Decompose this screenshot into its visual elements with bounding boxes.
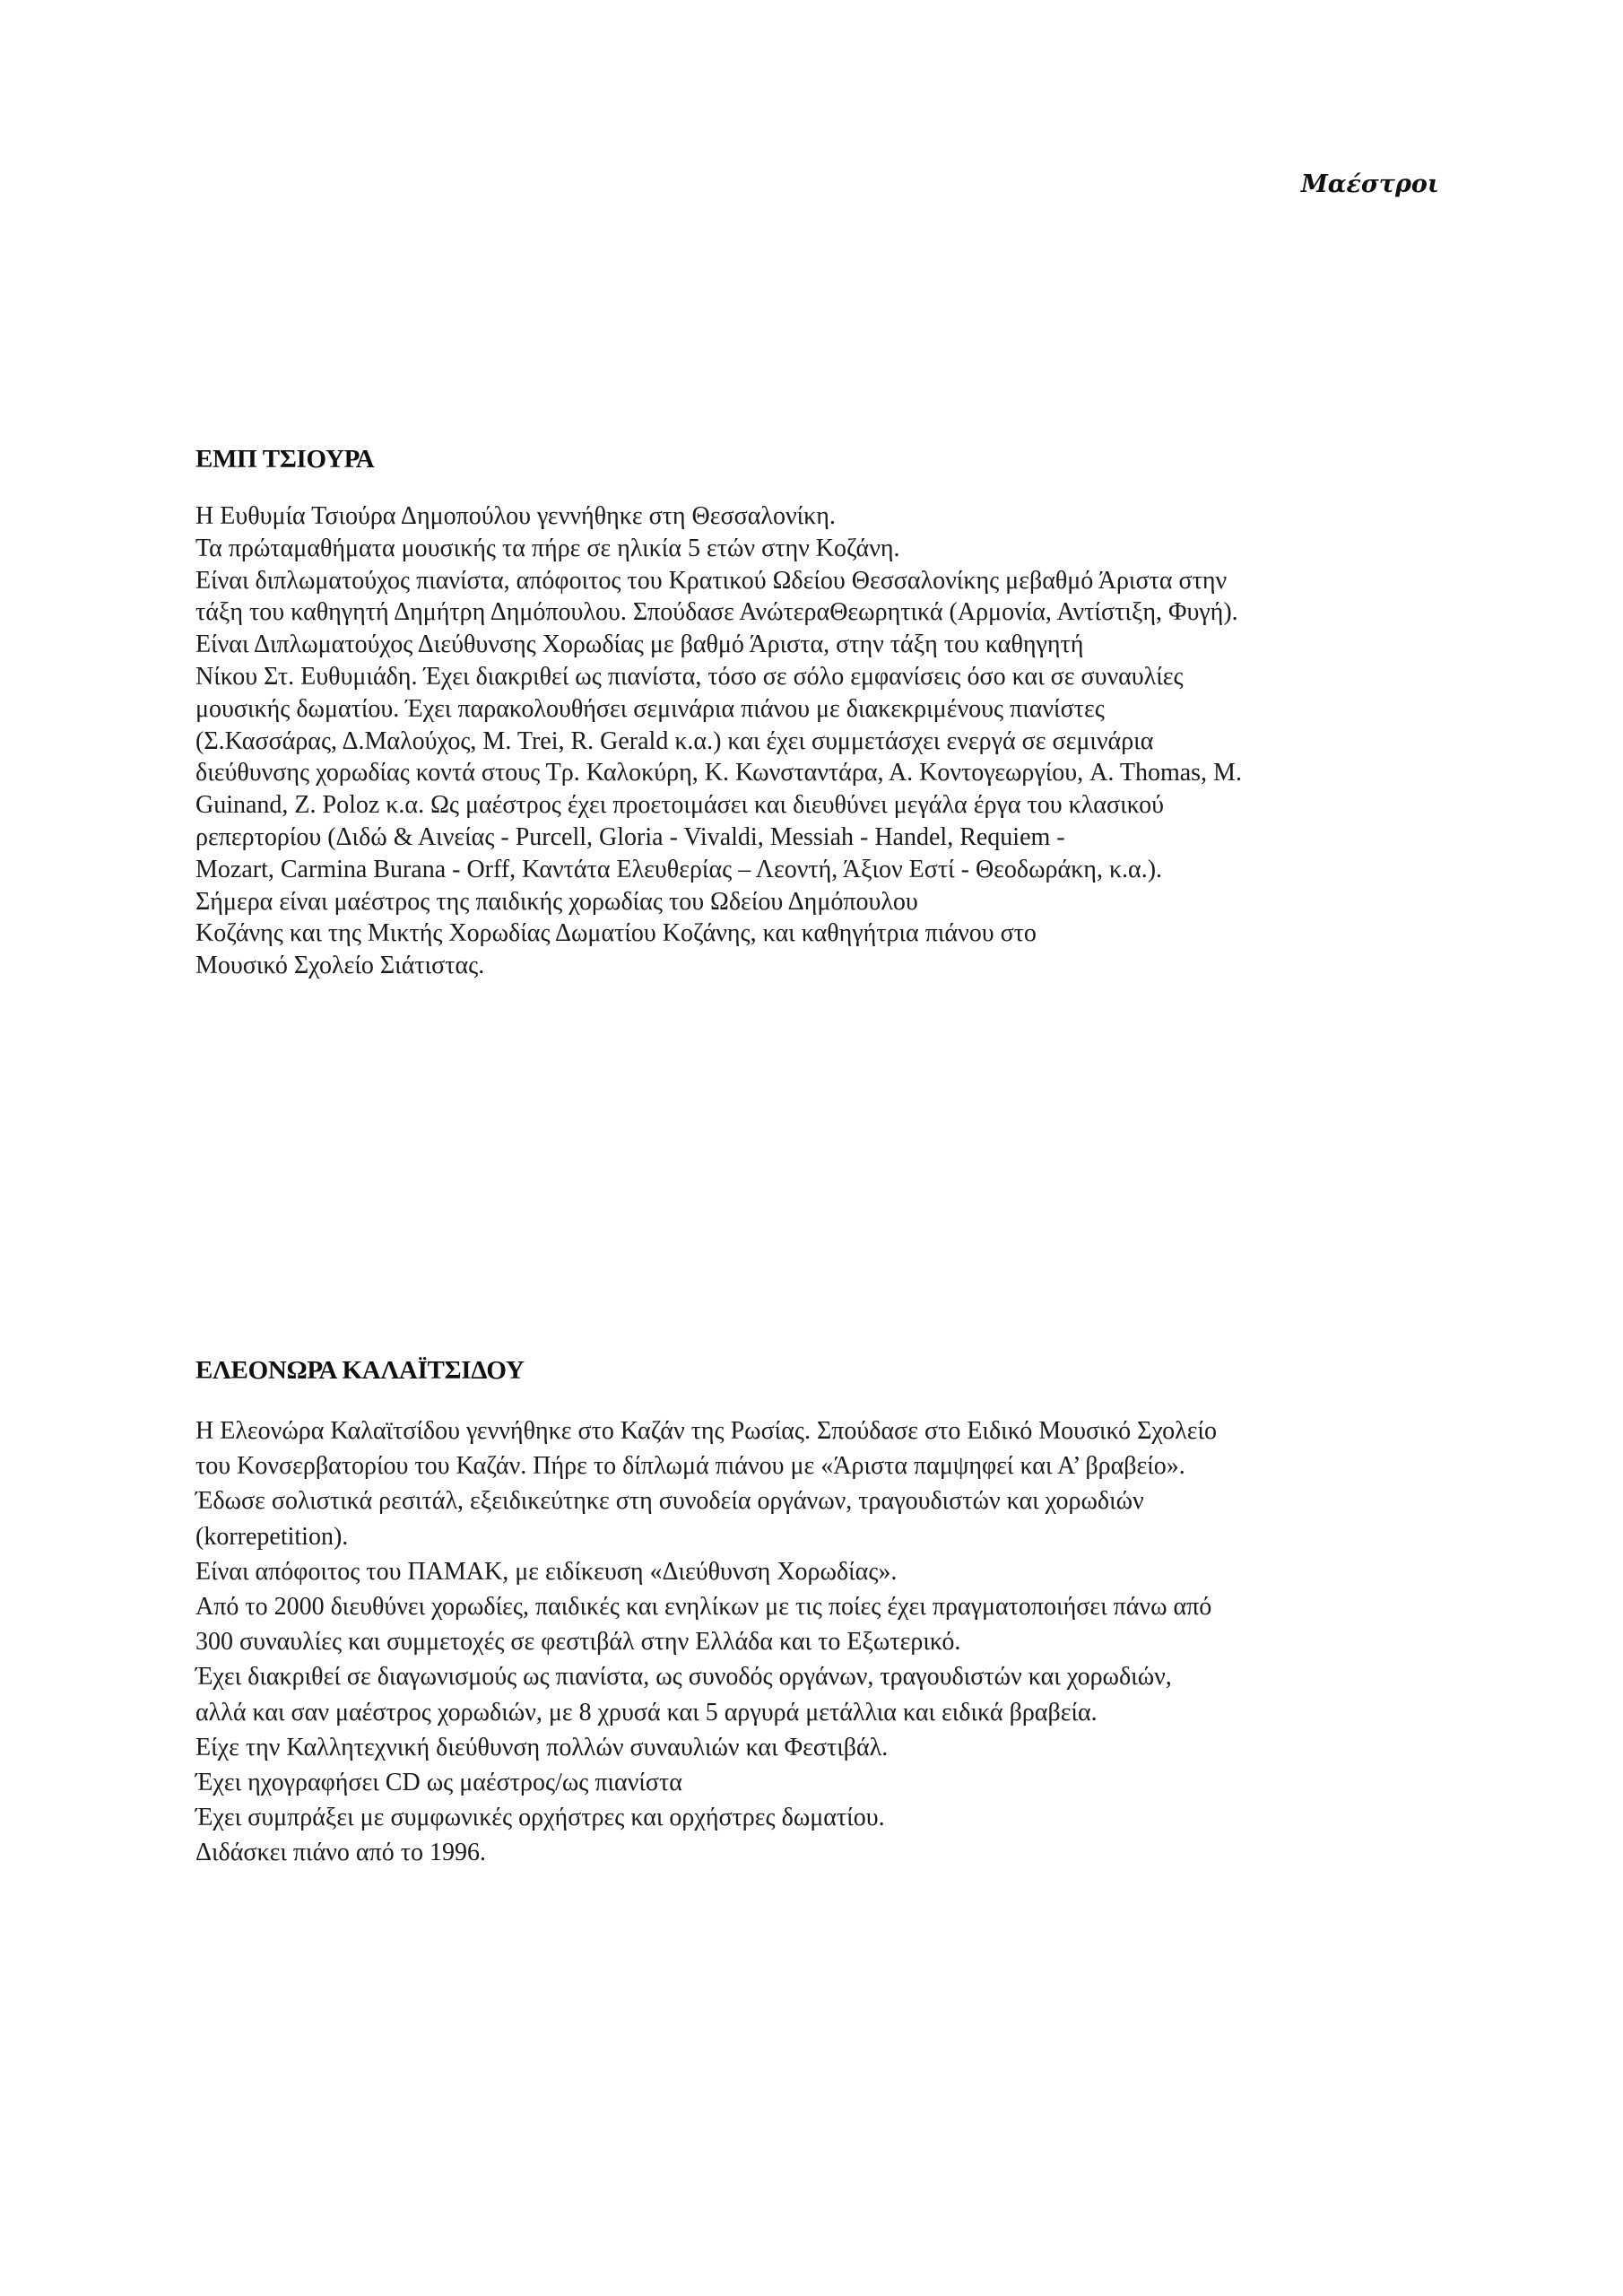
bio-line: του Κονσερβατορίου του Καζάν. Πήρε το δίπλωμά πιάνου με «Άριστα παμψηφεί και Α’ βραβείο».	[195, 1452, 1185, 1481]
bio-line: Διδάσκει πιάνο από το 1996.	[195, 1839, 486, 1867]
bio-line: Νίκου Στ. Ευθυμιάδη. Έχει διακριθεί ως πιανίστα, τόσο σε σόλο εμφανίσεις όσο και σε συναυλίες	[195, 662, 1184, 691]
bio-line: Από το 2000 διευθύνει χορωδίες, παιδικές και ενηλίκων με τις ποίες έχει πραγματοποιήσει πάνω από	[195, 1593, 1212, 1622]
section-title: ΕΜΠ ΤΣΙΟΥΡΑ	[195, 445, 375, 474]
bio-line: Η Ελεονώρα Καλαϊτσίδου γεννήθηκε στο Καζάν της Ρωσίας. Σπούδασε στο Ειδικό Μουσικό Σχολείο	[195, 1417, 1218, 1445]
bio-line: Κοζάνης και της Μικτής Χορωδίας Δωματίου Κοζάνης, και καθηγήτρια πιάνου στο	[195, 919, 1037, 948]
bio-line: Έδωσε σολιστικά ρεσιτάλ, εξειδικεύτηκε στη συνοδεία οργάνων, τραγουδιστών και χορωδιών	[195, 1487, 1144, 1516]
bio-line: (korrepetition).	[195, 1522, 349, 1551]
bio-section-kalaitsidou	[195, 1352, 1451, 1871]
bio-line: Έχει συμπράξει με συμφωνικές ορχήστρες και ορχήστρες δωματίου.	[195, 1804, 885, 1832]
bio-line: 300 συναυλίες και συμμετοχές σε φεστιβάλ στην Ελλάδα και το Εξωτερικό.	[195, 1628, 961, 1657]
bio-line: μουσικής δωματίου. Έχει παρακολουθήσει σεμινάρια πιάνου με διακεκριμένους πιανίστες	[195, 694, 1105, 723]
bio-line: διεύθυνσης χορωδίας κοντά στους Τρ. Καλοκύρη, Κ. Κωνσταντάρα, Α. Κοντογεωργίου, A. Thomas, M.	[195, 759, 1242, 787]
bio-line: Σήμερα είναι μαέστρος της παιδικής χορωδίας του Ωδείου Δημόπουλου	[195, 887, 918, 916]
bio-line: αλλά και σαν μαέστρος χορωδιών, με 8 χρυσά και 5 αργυρά μετάλλια και ειδικά βραβεία.	[195, 1698, 1098, 1726]
bio-line: Είχε την Καλλητεχνική διεύθυνση πολλών συναυλιών και Φεστιβάλ.	[195, 1733, 889, 1761]
bio-line: Είναι απόφοιτος του ΠΑΜΑΚ, με ειδίκευση «Διεύθυνση Χορωδίας».	[195, 1557, 898, 1586]
bio-line: Έχει διακριθεί σε διαγωνισμούς ως πιανίστα, ως συνοδός οργάνων, τραγουδιστών και χορωδιών,	[195, 1663, 1172, 1692]
bio-line: Έχει ηχογραφήσει CD ως μαέστρος/ως πιανίστα	[195, 1769, 682, 1797]
bio-line: Guinand, Z. Poloz κ.α. Ως μαέστρος έχει προετοιμάσει και διευθύνει μεγάλα έργα του κλασικού	[195, 791, 1164, 820]
bio-line: Η Ευθυμία Τσιούρα Δημοπούλου γεννήθηκε στη Θεσσαλονίκη.	[195, 502, 836, 530]
bio-line: Είναι Διπλωματούχος Διεύθυνσης Χορωδίας με βαθμό Άριστα, στην τάξη του καθηγητή	[195, 631, 1084, 659]
bio-section-tsioura	[195, 441, 1451, 982]
bio-line: Mozart, Carmina Burana - Orff, Καντάτα Ελευθερίας – Λεοντή, Άξιον Εστί - Θεοδωράκη, κ.α.).	[195, 855, 1163, 883]
bio-line: (Σ.Κασσάρας, Δ.Μαλούχος, M. Trei, R. Gerald κ.α.) και έχει συμμετάσχει ενεργά σε σεμινάρια	[195, 726, 1154, 755]
running-header-title: Μαέστροι	[1300, 170, 1439, 198]
bio-line: Μουσικό Σχολείο Σιάτιστας.	[195, 952, 485, 980]
bio-line: τάξη του καθηγητή Δημήτρη Δημόπουλου. Σπούδασε ΑνώτεραΘεωρητικά (Αρμονία, Αντίστιξη, Φυγή).	[195, 598, 1238, 627]
bio-line: Είναι διπλωματούχος πιανίστα, απόφοιτος του Κρατικού Ωδείου Θεσσαλονίκης μεβαθμό Άριστα στην	[195, 566, 1228, 595]
section-title: ΕΛΕΟΝΩΡΑ ΚΑΛΑΪΤΣΙΔΟΥ	[195, 1356, 525, 1385]
bio-text	[195, 500, 1451, 982]
bio-text	[195, 1413, 1451, 1871]
bio-line: Τα πρώταμαθήματα μουσικής τα πήρε σε ηλικία 5 ετών στην Κοζάνη.	[195, 534, 900, 562]
bio-line: ρεπερτορίου (Διδώ & Αινείας - Purcell, Gloria - Vivaldi, Messiah - Handel, Requiem -	[195, 822, 1065, 851]
